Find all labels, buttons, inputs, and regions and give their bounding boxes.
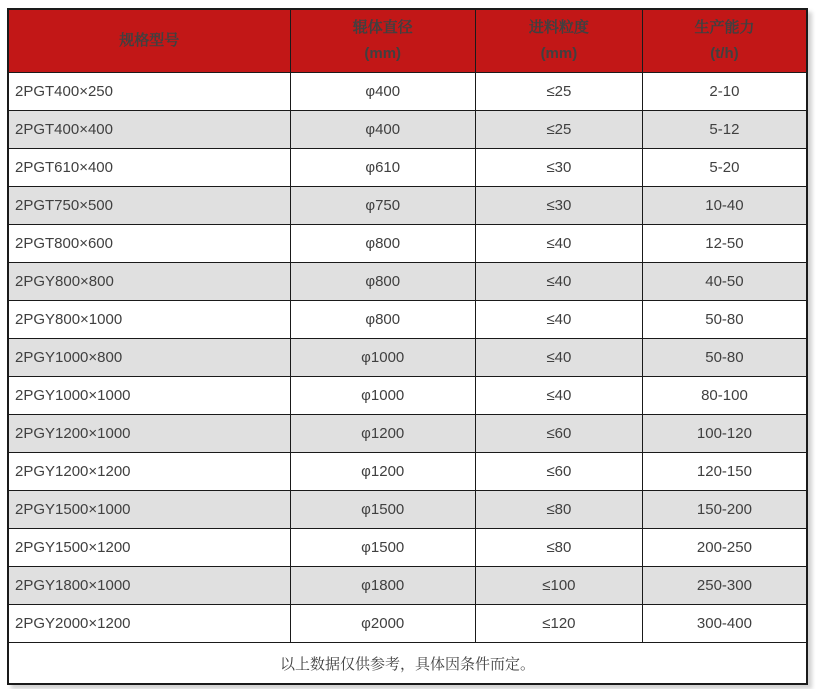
header-label: 辊体直径 [352, 19, 413, 36]
header-row [8, 9, 807, 73]
model-cell: 2PGT750×500 [8, 187, 290, 225]
model-cell: 2PGY800×800 [8, 263, 290, 301]
capacity-cell: 2-10 [642, 73, 807, 111]
capacity-cell: 120-150 [642, 453, 807, 491]
model-cell: 2PGY1500×1000 [8, 491, 290, 529]
model-cell: 2PGY2000×1200 [8, 605, 290, 643]
diameter-cell: φ610 [290, 149, 475, 187]
feed-size-cell: ≤40 [475, 225, 642, 263]
model-cell: 2PGT400×250 [8, 73, 290, 111]
table-row [8, 339, 807, 377]
feed-size-cell: ≤40 [475, 339, 642, 377]
diameter-cell: φ400 [290, 111, 475, 149]
capacity-cell: 250-300 [642, 567, 807, 605]
table-row [8, 529, 807, 567]
capacity-cell: 50-80 [642, 301, 807, 339]
table-row [8, 111, 807, 149]
diameter-cell: φ750 [290, 187, 475, 225]
header-label: 进料粒度 [528, 19, 589, 36]
header-unit: (t/h) [710, 45, 739, 62]
footnote-row [8, 643, 807, 685]
capacity-cell: 200-250 [642, 529, 807, 567]
header-cell-feed-size [475, 9, 642, 73]
capacity-cell: 50-80 [642, 339, 807, 377]
feed-size-cell: ≤40 [475, 377, 642, 415]
diameter-cell: φ1800 [290, 567, 475, 605]
table-row [8, 73, 807, 111]
diameter-cell: φ400 [290, 73, 475, 111]
model-cell: 2PGY1200×1000 [8, 415, 290, 453]
capacity-cell: 150-200 [642, 491, 807, 529]
feed-size-cell: ≤30 [475, 149, 642, 187]
header-cell-capacity [642, 9, 807, 73]
diameter-cell: φ1000 [290, 339, 475, 377]
header-label: 规格型号 [119, 32, 180, 49]
feed-size-cell: ≤120 [475, 605, 642, 643]
diameter-cell: φ2000 [290, 605, 475, 643]
feed-size-cell: ≤80 [475, 491, 642, 529]
feed-size-cell: ≤100 [475, 567, 642, 605]
table-row [8, 415, 807, 453]
diameter-cell: φ800 [290, 301, 475, 339]
capacity-cell: 40-50 [642, 263, 807, 301]
header-unit: (mm) [364, 45, 402, 62]
spec-table [7, 8, 808, 685]
table-body [8, 73, 807, 643]
diameter-cell: φ1500 [290, 529, 475, 567]
feed-size-cell: ≤80 [475, 529, 642, 567]
feed-size-cell: ≤60 [475, 453, 642, 491]
capacity-cell: 80-100 [642, 377, 807, 415]
capacity-cell: 100-120 [642, 415, 807, 453]
feed-size-cell: ≤40 [475, 263, 642, 301]
table-row [8, 187, 807, 225]
feed-size-cell: ≤30 [475, 187, 642, 225]
table-row [8, 453, 807, 491]
model-cell: 2PGY1200×1200 [8, 453, 290, 491]
table-row [8, 263, 807, 301]
diameter-cell: φ800 [290, 263, 475, 301]
capacity-cell: 10-40 [642, 187, 807, 225]
model-cell: 2PGY1800×1000 [8, 567, 290, 605]
diameter-cell: φ1000 [290, 377, 475, 415]
diameter-cell: φ800 [290, 225, 475, 263]
diameter-cell: φ1200 [290, 453, 475, 491]
model-cell: 2PGY800×1000 [8, 301, 290, 339]
capacity-cell: 300-400 [642, 605, 807, 643]
model-cell: 2PGT610×400 [8, 149, 290, 187]
table-row [8, 301, 807, 339]
table-row [8, 377, 807, 415]
feed-size-cell: ≤40 [475, 301, 642, 339]
diameter-cell: φ1200 [290, 415, 475, 453]
header-cell-model [8, 9, 290, 73]
table-footer [8, 643, 807, 685]
model-cell: 2PGT400×400 [8, 111, 290, 149]
table-row [8, 225, 807, 263]
feed-size-cell: ≤60 [475, 415, 642, 453]
model-cell: 2PGY1000×1000 [8, 377, 290, 415]
table-header [8, 9, 807, 73]
table-row [8, 605, 807, 643]
model-cell: 2PGY1000×800 [8, 339, 290, 377]
spec-table-container [7, 8, 808, 685]
model-cell: 2PGY1500×1200 [8, 529, 290, 567]
footnote-cell: 以上数据仅供参考，具体因条件而定。 [8, 643, 807, 685]
capacity-cell: 5-12 [642, 111, 807, 149]
capacity-cell: 5-20 [642, 149, 807, 187]
feed-size-cell: ≤25 [475, 73, 642, 111]
table-row [8, 567, 807, 605]
header-label: 生产能力 [694, 19, 755, 36]
model-cell: 2PGT800×600 [8, 225, 290, 263]
header-cell-diameter [290, 9, 475, 73]
feed-size-cell: ≤25 [475, 111, 642, 149]
table-row [8, 149, 807, 187]
capacity-cell: 12-50 [642, 225, 807, 263]
diameter-cell: φ1500 [290, 491, 475, 529]
header-unit: (mm) [540, 45, 578, 62]
table-row [8, 491, 807, 529]
